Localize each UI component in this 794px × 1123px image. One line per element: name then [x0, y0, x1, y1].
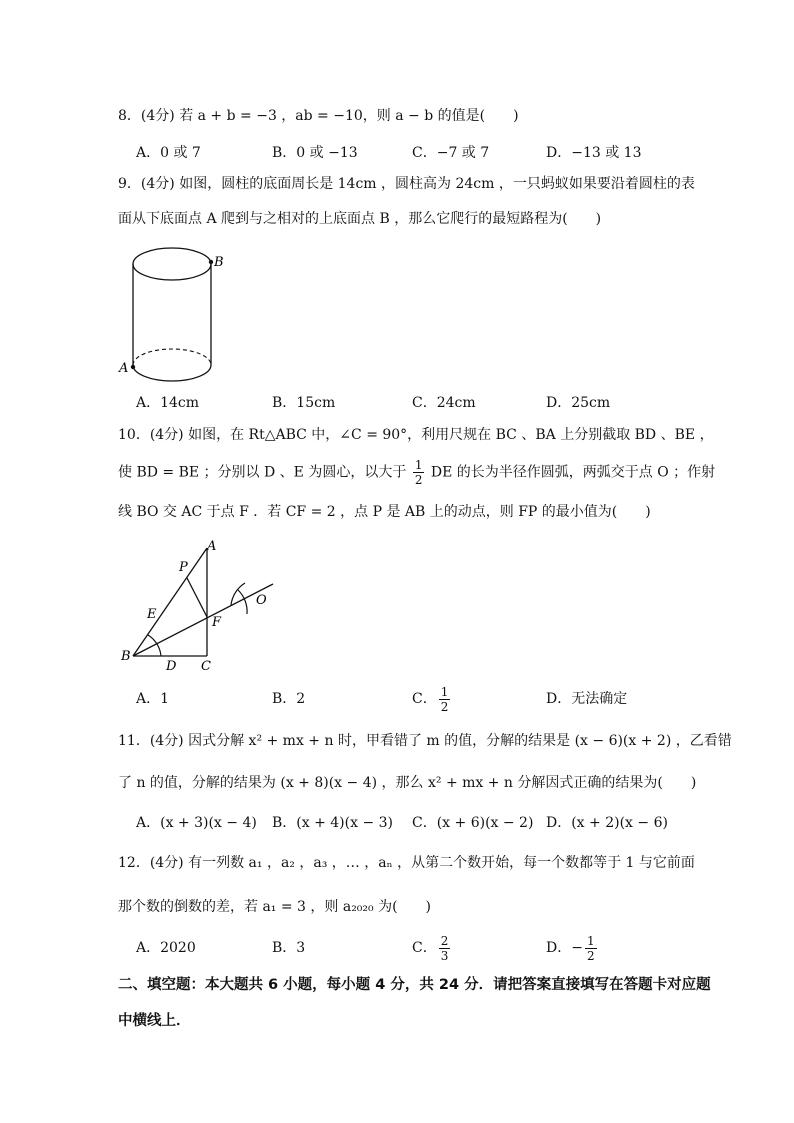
q10-stem-line1: 10．(4分) 如图，在 Rt△ABC 中，∠C = 90°，利用尺规在 BC 、BA 上分别截取 BD 、BE ，	[118, 427, 714, 443]
q10-label-a: A	[207, 539, 217, 554]
q8-option-a: A．0 或 7	[136, 145, 201, 161]
q11-option-a: A．(x + 3)(x − 4)	[136, 815, 257, 831]
q11-stem-line1: 11．(4分) 因式分解 x² + mx + n 时，甲看错了 m 的值，分解的结果是 (x − 6)(x + 2) ，乙看错	[118, 733, 732, 749]
q8-option-c: C．−7 或 7	[412, 145, 490, 161]
q10-triangle-figure	[115, 538, 280, 673]
q12-option-d-fraction	[585, 934, 597, 963]
q10-option-c-num: 1	[440, 684, 449, 699]
q11-stem-line2: 了 n 的值，分解的结果为 (x + 8)(x − 4) ，那么 x² + mx + n 分解因式正确的结果为( )	[118, 775, 697, 791]
q10-label-d: D	[166, 659, 177, 673]
q11-option-c: C．(x + 6)(x − 2)	[412, 815, 534, 831]
q12-option-d-den: 2	[586, 948, 595, 963]
q9-option-d: D．25cm	[546, 395, 611, 411]
q10-option-c-fraction	[439, 685, 451, 714]
q12-option-d-num: 1	[586, 933, 595, 948]
q12-stem-line1: 12．(4分) 有一列数 a₁ ，a₂ ，a₃ ，… ，aₙ ，从第二个数开始，每一个数都等于 1 与它前面	[118, 855, 695, 871]
q10-fraction-num: 1	[414, 458, 423, 472]
q10-label-f: F	[212, 615, 222, 630]
q10-stem-line3: 线 BO 交 AC 于点 F ．若 CF = 2 ，点 P 是 AB 上的动点，则 FP 的最小值为( )	[118, 504, 651, 520]
q10-fraction-half	[413, 458, 425, 487]
q9-stem-line1: 9．(4分) 如图，圆柱的底面周长是 14cm ，圆柱高为 24cm ，一只蚂蚁如果要沿着圆柱的表	[118, 176, 695, 192]
q10-option-a: A．1	[136, 691, 170, 707]
q10-label-p: P	[179, 560, 188, 575]
q9-label-b: B	[214, 255, 224, 270]
q10-label-b: B	[121, 649, 131, 664]
q12-option-c-num: 2	[440, 933, 449, 948]
q10-stem-line2-post: DE 的长为半径作圆弧，两弧交于点 O ；作射	[430, 464, 716, 481]
q10-option-c-den: 2	[440, 699, 449, 714]
q9-label-a: A	[119, 361, 129, 376]
q12-option-c-den: 3	[440, 948, 449, 963]
q12-option-c-fraction	[439, 934, 451, 963]
q10-stem-line2-pre: 使 BD = BE ；分别以 D 、E 为圆心，以大于	[118, 464, 407, 481]
q10-option-c	[412, 684, 452, 714]
q9-option-b: B．15cm	[272, 395, 336, 411]
q9-option-a: A．14cm	[136, 395, 200, 411]
q10-label-o: O	[256, 593, 267, 608]
q11-option-b: B．(x + 4)(x − 3)	[272, 815, 394, 831]
q10-label-c: C	[201, 659, 211, 673]
q12-option-b: B．3	[272, 940, 306, 956]
q8-stem: 8．(4分) 若 a + b = −3 ，ab = −10，则 a − b 的值是( )	[118, 108, 519, 124]
q12-stem-line2: 那个数的倒数的差，若 a₁ = 3 ，则 a₂₀₂₀ 为( )	[118, 899, 432, 915]
section2-heading-line1: 二、填空题：本大题共 6 小题，每小题 4 分，共 24 分．请把答案直接填写在答题卡对应题	[118, 977, 711, 993]
q10-fraction-den: 2	[414, 473, 423, 487]
q11-option-d: D．(x + 2)(x − 6)	[546, 815, 668, 831]
q12-option-a: A．2020	[136, 940, 196, 956]
q12-option-d-label: D．−	[546, 940, 583, 956]
q12-option-c	[412, 933, 452, 963]
q9-cylinder-figure	[112, 238, 232, 388]
q12-option-c-label: C．	[412, 940, 437, 956]
q10-option-c-label: C．	[412, 691, 437, 707]
q9-stem-line2: 面从下底面点 A 爬到与之相对的上底面点 B ，那么它爬行的最短路程为( )	[118, 211, 602, 227]
section2-heading-line2: 中横线上．	[118, 1013, 191, 1029]
q9-option-c: C．24cm	[412, 395, 476, 411]
q10-stem-line2	[118, 458, 715, 487]
q10-option-d: D．无法确定	[546, 691, 628, 707]
q10-option-b: B．2	[272, 691, 306, 707]
q8-option-b: B．0 或 −13	[272, 145, 358, 161]
q8-option-d: D．−13 或 13	[546, 145, 642, 161]
q12-option-d	[546, 933, 599, 963]
q10-label-e: E	[147, 607, 157, 622]
